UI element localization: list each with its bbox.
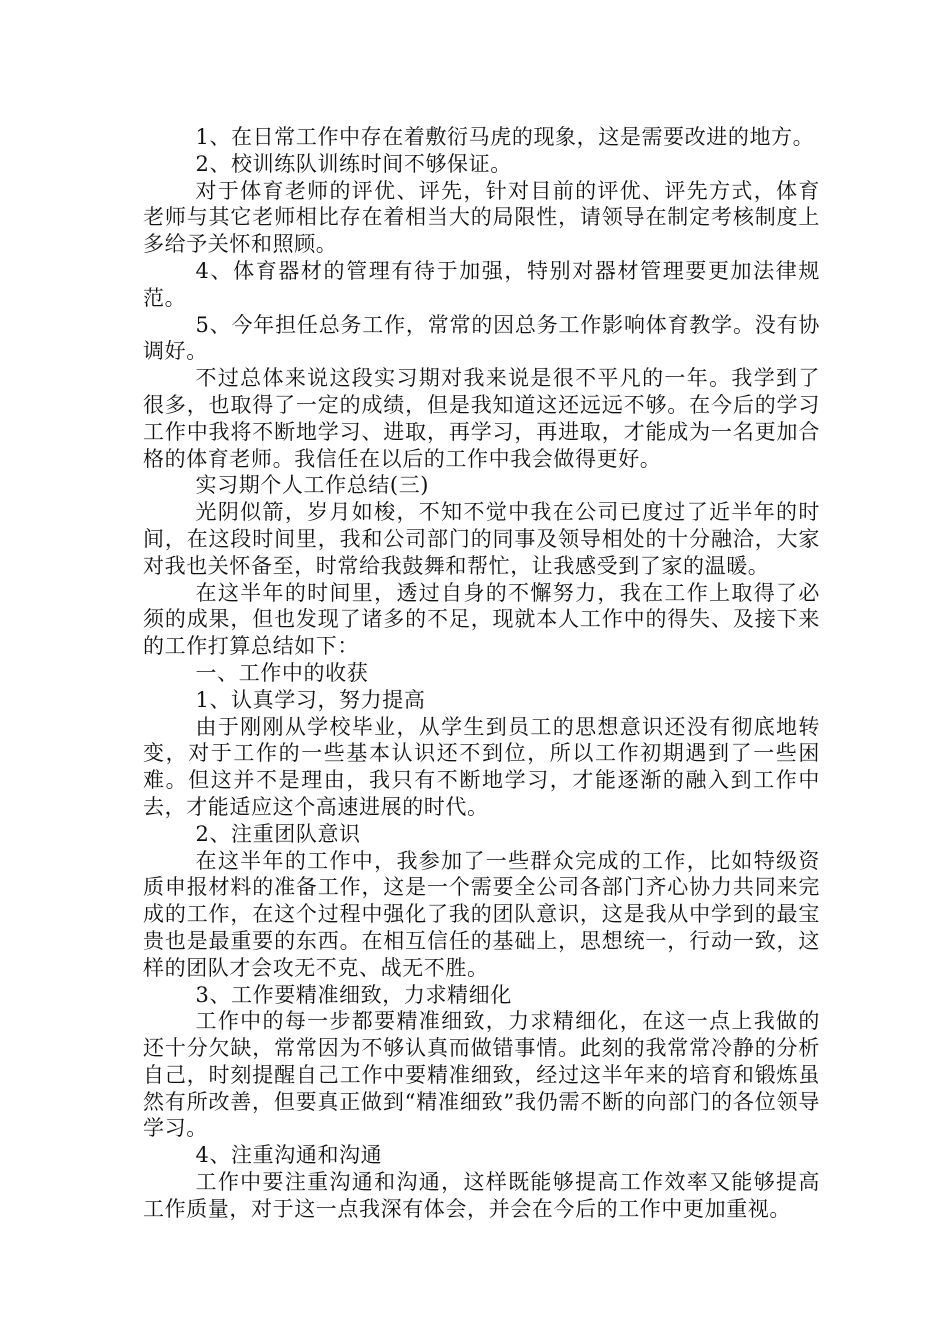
paragraph-3: 对于体育老师的评优、评先，针对目前的评优、评先方式，体育老师与其它老师相比存在着相当大的局限性，请领导在制定考核制度上多给予关怀和照顾。 <box>143 178 820 257</box>
subheading-4: 4、注重沟通和沟通 <box>195 1143 383 1168</box>
subheading-1: 1、认真学习，努力提高 <box>195 687 426 712</box>
subheading-gains: 一、工作中的收获 <box>195 660 369 685</box>
section-heading: 实习期个人工作总结(三) <box>195 473 430 498</box>
paragraph-18: 工作中要注重沟通和沟通，这样既能够提高工作效率又能够提高工作质量，对于这一点我深有体会，并会在今后的工作中更加重视。 <box>143 1170 820 1221</box>
document-body <box>143 124 820 1223</box>
paragraph-14: 在这半年的工作中，我参加了一些群众完成的工作，比如特级资质申报材料的准备工作，这是一个需要全公司各部门齐心协力共同来完成的工作，在这个过程中强化了我的团队意识，这是我从中学到的最宝贵也是最重要的东西。在相互信任的基础上，思想统一，行动一致，这样的团队才会攻无不克、战无不胜。 <box>143 848 820 980</box>
paragraph-12: 由于刚刚从学校毕业，从学生到员工的思想意识还没有彻底地转变，对于工作的一些基本认识还不到位，所以工作初期遇到了一些困难。但这并不是理由，我只有不断地学习，才能逐渐的融入到工作中去，才能适应这个高速进展的时代。 <box>143 714 820 819</box>
paragraph-4: 4、体育器材的管理有待于加强，特别对器材管理要更加法律规范。 <box>143 258 820 310</box>
paragraph-9: 在这半年的时间里，透过自身的不懈努力，我在工作上取得了必须的成果，但也发现了诸多的不足，现就本人工作中的得失、及接下来的工作打算总结如下： <box>143 580 820 659</box>
paragraph-5: 5、今年担任总务工作，常常的因总务工作影响体育教学。没有协调好。 <box>143 312 820 364</box>
paragraph-1: 1、在日常工作中存在着敷衍马虎的现象，这是需要改进的地方。 <box>195 125 815 149</box>
paragraph-8: 光阴似箭，岁月如梭，不知不觉中我在公司已度过了近半年的时间，在这段时间里，我和公司部门的同事及领导相处的十分融洽，大家对我也关怀备至，时常给我鼓舞和帮忙，让我感受到了家的温暖。 <box>143 500 820 578</box>
subheading-3: 3、工作要精准细致，力求精细化 <box>195 982 512 1007</box>
subheading-2: 2、注重团队意识 <box>195 821 361 846</box>
paragraph-2: 2、校训练队训练时间不够保证。 <box>195 151 512 176</box>
paragraph-16: 工作中的每一步都要精准细致，力求精细化，在这一点上我做的还十分欠缺，常常因为不够认真而做错事情。此刻的我常常冷静的分析自己，时刻提醒自己工作中要精准细致，经过这半年来的培育和锻炼虽然有所改善，但要真正做到“精准细致”我仍需不断的向部门的各位领导学习。 <box>143 1009 820 1141</box>
paragraph-6: 不过总体来说这段实习期对我来说是很不平凡的一年。我学到了很多，也取得了一定的成绩，但是我知道这还远远不够。在今后的学习工作中我将不断地学习、进取，再学习，再进取，才能成为一名更加合格的体育老师。我信任在以后的工作中我会做得更好。 <box>143 366 820 471</box>
